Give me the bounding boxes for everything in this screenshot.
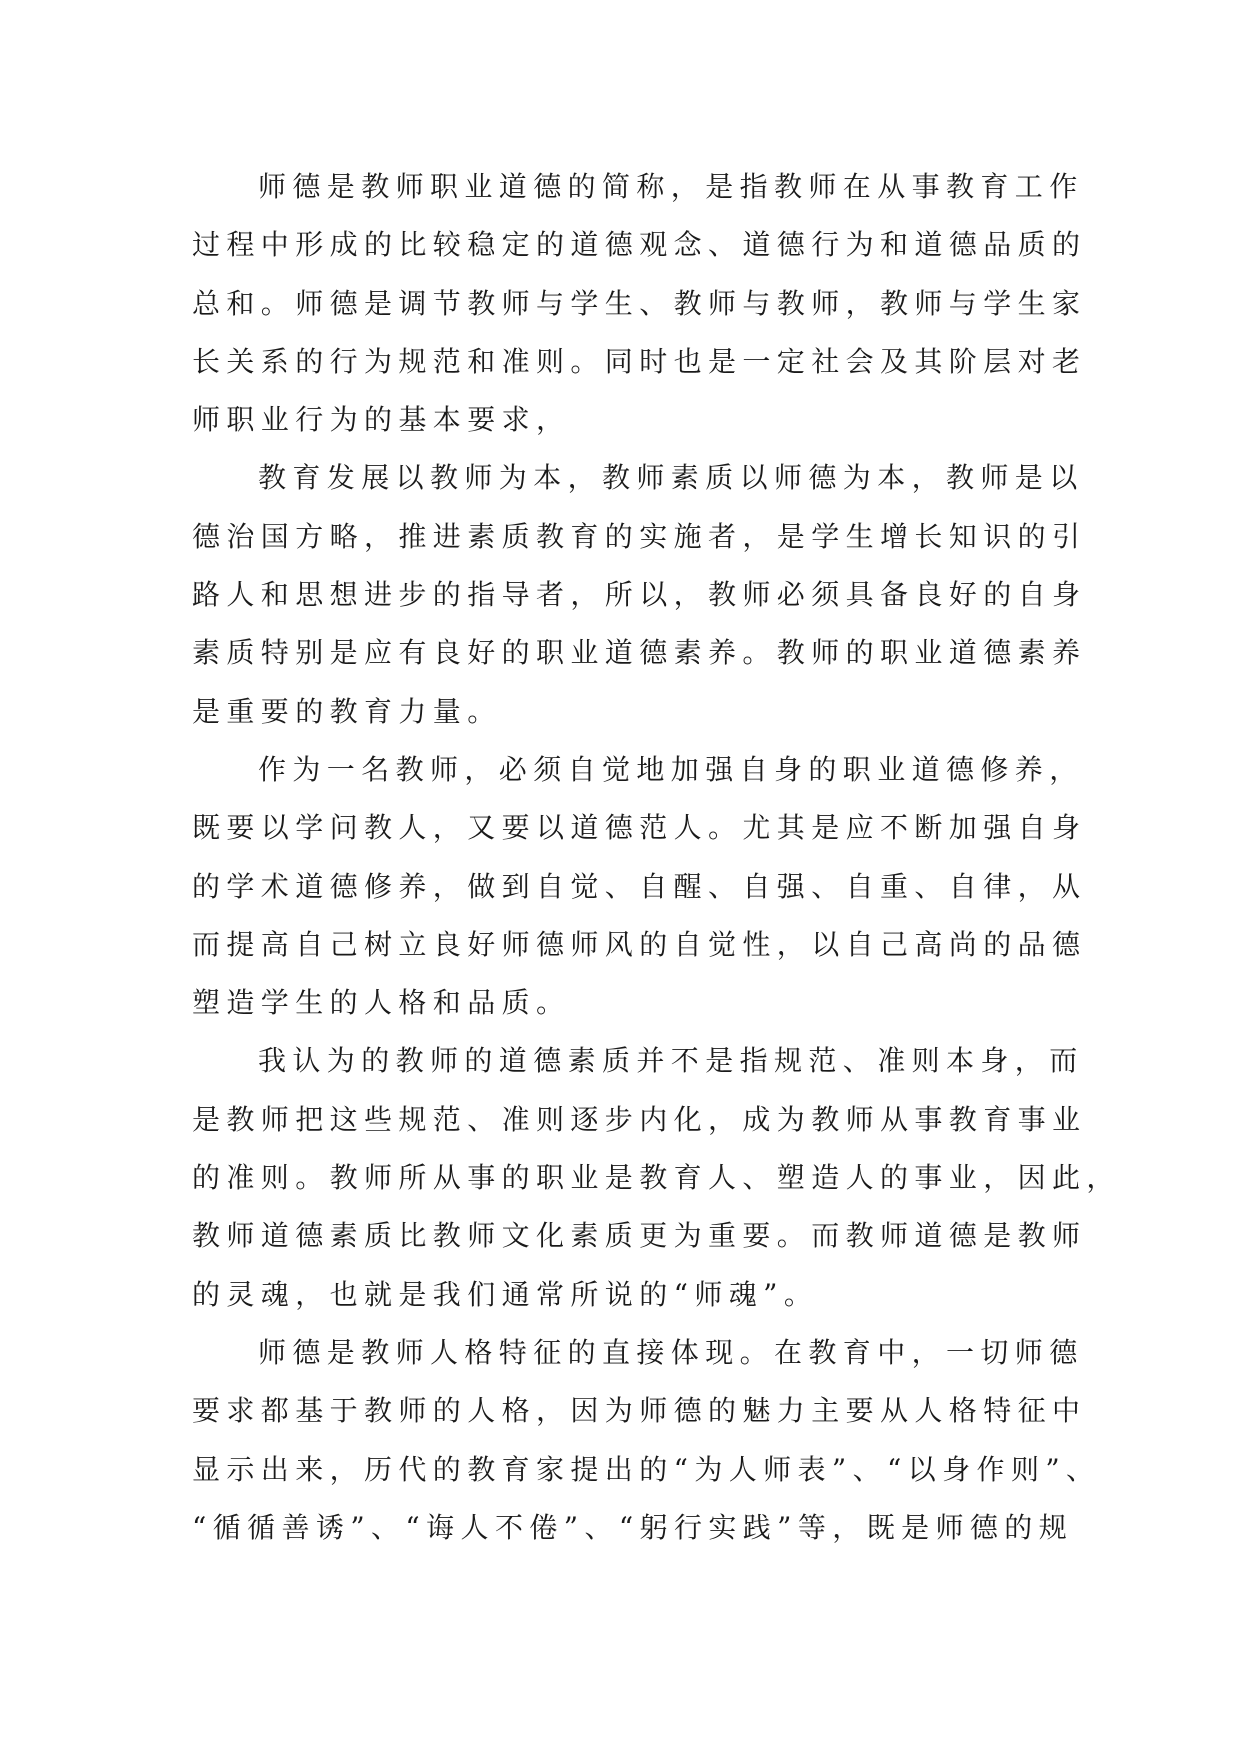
- paragraph-3-line-5: 塑造学生的人格和品质。: [192, 986, 571, 1020]
- paragraph-4-line-5: 的灵魂，也就是我们通常所说的“师魂”。: [192, 1277, 819, 1311]
- paragraph-5-line-2: 要求都基于教师的人格，因为师德的魅力主要从人格特征中: [192, 1394, 1087, 1428]
- paragraph-4-line-4: 教师道德素质比教师文化素质更为重要。而教师道德是教师: [192, 1219, 1087, 1253]
- paragraph-1-line-2: 过程中形成的比较稳定的道德观念、道德行为和道德品质的: [192, 228, 1087, 262]
- paragraph-2-line-3: 路人和思想进步的指导者，所以，教师必须具备良好的自身: [192, 578, 1087, 612]
- paragraph-1-line-3: 总和。师德是调节教师与学生、教师与教师，教师与学生家: [192, 286, 1087, 320]
- paragraph-1-line-1: 师德是教师职业道德的简称，是指教师在从事教育工作: [258, 170, 1084, 203]
- paragraph-4-line-3: 的准则。教师所从事的职业是教育人、塑造人的事业，因此，: [192, 1161, 1121, 1195]
- paragraph-3-line-3: 的学术道德修养，做到自觉、自醒、自强、自重、自律，从: [192, 869, 1087, 903]
- paragraph-1-line-4: 长关系的行为规范和准则。同时也是一定社会及其阶层对老: [192, 344, 1087, 378]
- paragraph-4-line-2: 是教师把这些规范、准则逐步内化，成为教师从事教育事业: [192, 1102, 1087, 1136]
- paragraph-3-line-4: 而提高自己树立良好师德师风的自觉性，以自己高尚的品德: [192, 927, 1087, 961]
- paragraph-2-line-2: 德治国方略，推进素质教育的实施者，是学生增长知识的引: [192, 519, 1087, 553]
- document-body: [192, 158, 1121, 1557]
- paragraph-4-line-1: 我认为的教师的道德素质并不是指规范、准则本身，而: [258, 1044, 1084, 1078]
- paragraph-2-line-4: 素质特别是应有良好的职业道德素养。教师的职业道德素养: [192, 636, 1087, 670]
- paragraph-2-line-5: 是重要的教育力量。: [192, 694, 502, 728]
- paragraph-3-line-2: 既要以学问教人，又要以道德范人。尤其是应不断加强自身: [192, 811, 1087, 845]
- paragraph-5-line-4: “循循善诱”、“诲人不倦”、“躬行实践”等，既是师德的规: [192, 1510, 1074, 1544]
- paragraph-2-line-1: 教育发展以教师为本，教师素质以师德为本，教师是以: [258, 461, 1084, 495]
- paragraph-1-line-5: 师职业行为的基本要求，: [192, 403, 571, 437]
- paragraph-5-line-1: 师德是教师人格特征的直接体现。在教育中，一切师德: [258, 1335, 1084, 1369]
- paragraph-3-line-1: 作为一名教师，必须自觉地加强自身的职业道德修养，: [258, 752, 1084, 786]
- paragraph-5-line-3: 显示出来，历代的教育家提出的“为人师表”、“以身作则”、: [192, 1452, 1101, 1486]
